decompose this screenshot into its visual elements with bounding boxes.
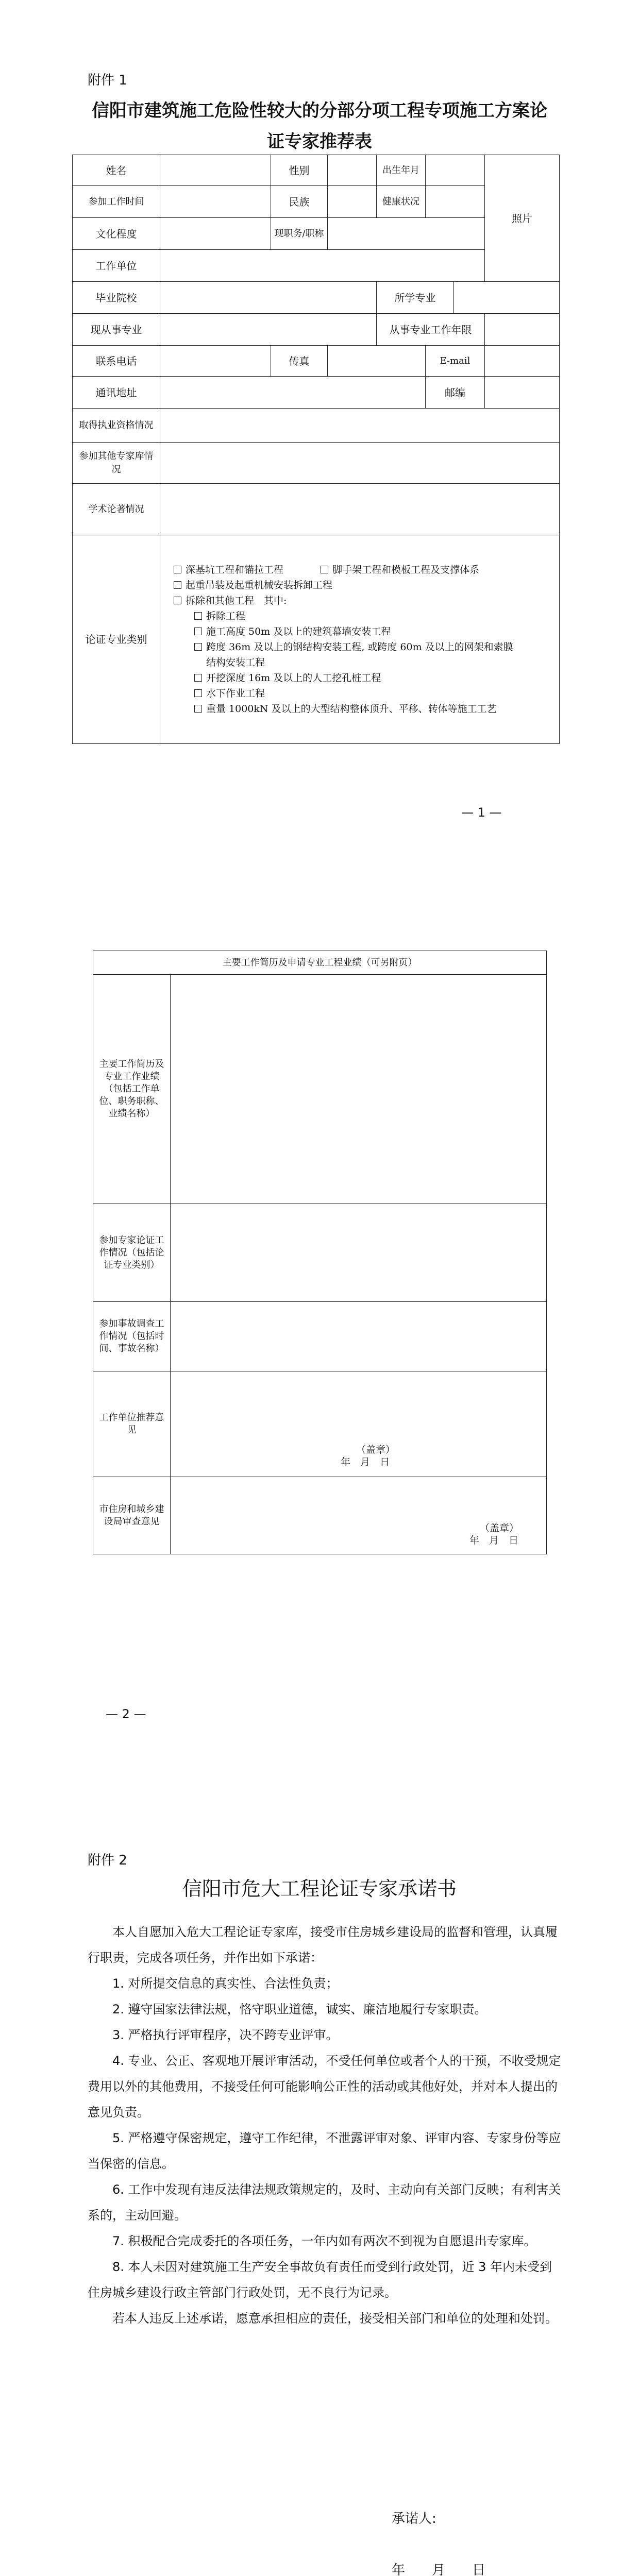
label-employer-opinion: 工作单位推荐意见 — [93, 1371, 171, 1477]
date-text: 年 月 日 — [341, 1456, 390, 1468]
field-birth[interactable] — [426, 155, 485, 186]
label-birth: 出生年月 — [377, 155, 426, 186]
label-health: 健康状况 — [377, 186, 426, 218]
field-years[interactable] — [485, 314, 560, 346]
label-title: 现职务/职称 — [271, 218, 328, 250]
label-phone: 联系电话 — [73, 346, 160, 377]
pledge-paragraph: 6. 工作中发现有违反法律法规政策规定的，及时、主动向有关部门反映；有利害关系的，主动回避。 — [88, 2182, 561, 2223]
label-bureau-opinion: 市住房和城乡建设局审查意见 — [93, 1477, 171, 1554]
label-address: 通讯地址 — [73, 377, 160, 409]
category-options — [160, 535, 560, 744]
field-title[interactable] — [328, 218, 485, 250]
page-number-2: — 2 — — [106, 1707, 146, 1721]
category-option-demolition-other[interactable]: 拆除和其他工程 其中: — [174, 593, 556, 608]
category-option-heavy-lifting[interactable]: 重量 1000kN 及以上的大型结构整体顶升、平移、转体等施工工艺 — [174, 701, 556, 717]
field-bureau-opinion[interactable] — [171, 1477, 547, 1554]
pledge-paragraph: 1. 对所提交信息的真实性、合法性负责； — [112, 1976, 339, 1991]
label-gender: 性别 — [271, 155, 328, 186]
field-fax[interactable] — [328, 346, 426, 377]
form-title-line-2: 证专家推荐表 — [267, 131, 372, 152]
category-option-steel-structure[interactable]: 跨度 36m 及以上的钢结构安装工程, 或跨度 60m 及以上的网架和索膜 — [174, 639, 556, 655]
checkbox-icon[interactable] — [174, 581, 181, 589]
field-email[interactable] — [485, 346, 560, 377]
label-fax: 传真 — [271, 346, 328, 377]
label-other-experts: 参加其他专家库情况 — [73, 443, 160, 484]
label-major: 所学专业 — [377, 282, 454, 314]
checkbox-icon[interactable] — [321, 566, 328, 573]
field-phone[interactable] — [160, 346, 271, 377]
label-work-start: 参加工作时间 — [73, 186, 160, 218]
field-address[interactable] — [160, 377, 426, 409]
field-education[interactable] — [160, 218, 271, 250]
expert-recommendation-form — [72, 155, 560, 744]
field-major[interactable] — [454, 282, 560, 314]
label-ethnicity: 民族 — [271, 186, 328, 218]
pledge-paragraph: 本人自愿加入危大工程论证专家库，接受市住房城乡建设局的监督和管理，认真履行职责，完成各项任务，并作出如下承诺： — [88, 1925, 558, 1965]
label-email: E-mail — [426, 346, 485, 377]
pledge-paragraph: 8. 本人未因对建筑施工生产安全事故负有责任而受到行政处罚，近 3 年内未受到住房城乡建设行政主管部门行政处罚，无不良行为记录。 — [88, 2260, 552, 2300]
field-ethnicity[interactable] — [328, 186, 377, 218]
field-review-work[interactable] — [171, 1204, 547, 1302]
category-option-lifting[interactable]: 起重吊装及起重机械安装拆卸工程 — [174, 578, 556, 593]
field-employer[interactable] — [160, 250, 485, 282]
label-years: 从事专业工作年限 — [377, 314, 485, 346]
checkbox-icon[interactable] — [174, 566, 181, 573]
field-academic[interactable] — [160, 484, 560, 535]
checkbox-icon[interactable] — [174, 597, 181, 604]
label-practice-cert: 取得执业资格情况 — [73, 409, 160, 443]
field-school[interactable] — [160, 282, 377, 314]
pledge-paragraph: 若本人违反上述承诺，愿意承担相应的责任，接受相关部门和单位的处理和处罚。 — [112, 2311, 558, 2326]
field-postcode[interactable] — [485, 377, 560, 409]
label-photo: 照片 — [512, 212, 532, 225]
field-practice-cert[interactable] — [160, 409, 560, 443]
checkbox-icon[interactable] — [194, 674, 202, 682]
category-option-scaffold[interactable]: 脚手架工程和模板工程及支撑体系 — [321, 564, 479, 575]
label-postcode: 邮编 — [426, 377, 485, 409]
signer-label: 承诺人: — [392, 2511, 436, 2527]
field-health[interactable] — [426, 186, 485, 218]
seal-text: （盖章） — [356, 1444, 396, 1455]
pledge-title: 信阳市危大工程论证专家承诺书 — [182, 1877, 457, 1900]
field-work-history[interactable] — [171, 975, 547, 1204]
label-education: 文化程度 — [73, 218, 160, 250]
history-header: 主要工作简历及申请专业工程业绩（可另附页） — [93, 951, 547, 975]
attachment-label-1: 附件 1 — [88, 73, 127, 88]
field-name[interactable] — [160, 155, 271, 186]
label-current-major: 现从事专业 — [73, 314, 160, 346]
form-title-line-1: 信阳市建筑施工危险性较大的分部分项工程专项施工方案论 — [92, 100, 547, 121]
label-academic: 学术论著情况 — [73, 484, 160, 535]
checkbox-icon[interactable] — [194, 705, 202, 713]
checkbox-icon[interactable] — [194, 689, 202, 697]
checkbox-icon[interactable] — [194, 628, 202, 635]
field-employer-opinion[interactable] — [171, 1371, 547, 1477]
pledge-paragraph: 7. 积极配合完成委托的各项任务，一年内如有两次不到视为自愿退出专家库。 — [112, 2234, 536, 2248]
category-option-curtain-wall[interactable]: 施工高度 50m 及以上的建筑幕墙安装工程 — [174, 624, 556, 639]
pledge-paragraph: 2. 遵守国家法律法规，恪守职业道德，诚实、廉洁地履行专家职责。 — [112, 2002, 487, 2016]
page-number-1: — 1 — — [461, 805, 502, 820]
label-employer: 工作单位 — [73, 250, 160, 282]
checkbox-icon[interactable] — [194, 612, 202, 620]
pledge-paragraph: 5. 严格遵守保密规定，遵守工作纪律，不泄露评审对象、评审内容、专家身份等应当保密的信息。 — [88, 2131, 561, 2171]
seal-text: （盖章） — [480, 1522, 519, 1534]
pledge-date: 年 月 日 — [392, 2563, 486, 2576]
label-school: 毕业院校 — [73, 282, 160, 314]
category-option-manual-pile[interactable]: 开挖深度 16m 及以上的人工挖孔桩工程 — [174, 670, 556, 686]
pledge-paragraph: 3. 严格执行评审程序，决不跨专业评审。 — [112, 2028, 339, 2042]
photo-box[interactable] — [485, 155, 560, 282]
label-review-work: 参加专家论证工作情况（包括论证专业类别） — [93, 1204, 171, 1302]
field-gender[interactable] — [328, 155, 377, 186]
field-accident-investigation[interactable] — [171, 1302, 547, 1371]
work-history-form — [93, 951, 547, 1554]
category-option-steel-structure-cont: 结构安装工程 — [206, 657, 265, 668]
label-category: 论证专业类别 — [73, 535, 160, 744]
date-text: 年 月 日 — [469, 1535, 519, 1546]
category-option-demolition[interactable]: 拆除工程 — [174, 608, 556, 624]
checkbox-icon[interactable] — [194, 643, 202, 651]
label-accident-investigation: 参加事故调查工作情况（包括时间、事故名称） — [93, 1302, 171, 1371]
category-option-deep-pit[interactable]: 深基坑工程和锚拉工程 — [174, 564, 283, 575]
attachment-label-2: 附件 2 — [88, 1853, 127, 1868]
pledge-paragraph: 4. 专业、公正、客观地开展评审活动，不受任何单位或者个人的干预，不收受规定费用以外的其他费用，不接受任何可能影响公正性的活动或其他好处，并对本人提出的意见负责。 — [88, 2054, 561, 2120]
label-name: 姓名 — [73, 155, 160, 186]
category-option-underwater[interactable]: 水下作业工程 — [174, 686, 556, 701]
label-work-history: 主要工作简历及专业工作业绩（包括工作单位、职务职称、业绩名称） — [93, 975, 171, 1204]
field-work-start[interactable] — [160, 186, 271, 218]
field-current-major[interactable] — [160, 314, 377, 346]
pledge-body — [88, 1919, 562, 2331]
field-other-experts[interactable] — [160, 443, 560, 484]
